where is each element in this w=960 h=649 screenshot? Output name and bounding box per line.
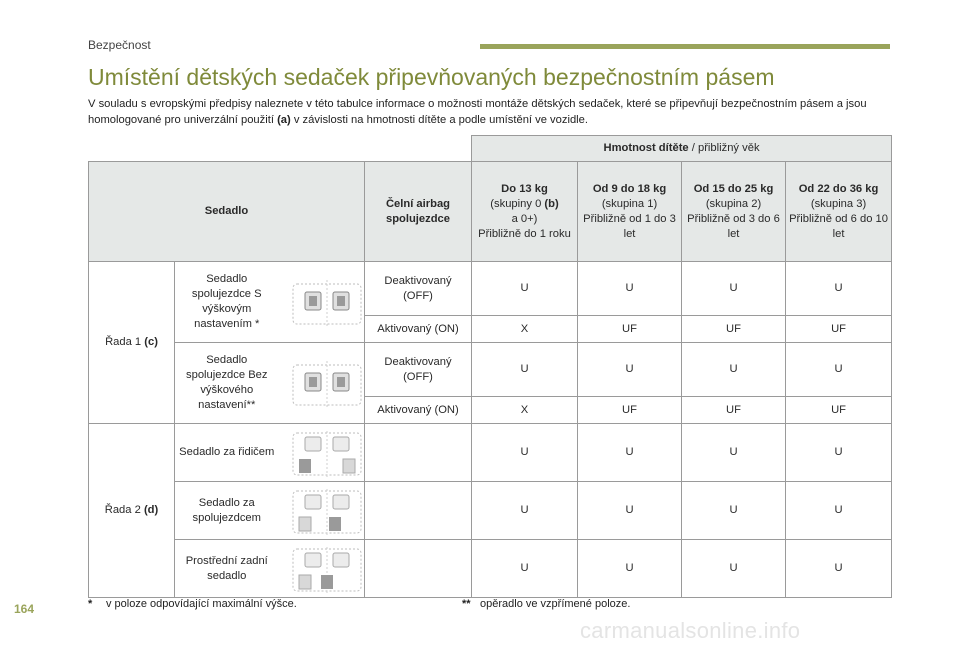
cell: U [578, 262, 682, 316]
car-seats-front-icon [283, 357, 371, 409]
cell: X [472, 316, 578, 343]
group-header-1: Od 9 do 18 kg (skupina 1) Přibližně od 1 do 3 let [578, 162, 682, 262]
cell: U [786, 540, 892, 598]
cell: UF [682, 316, 786, 343]
seat-diagram-rear-middle [279, 540, 365, 598]
cell: U [472, 482, 578, 540]
cell: U [578, 540, 682, 598]
cell: UF [682, 397, 786, 424]
cell: UF [786, 397, 892, 424]
airbag-on-label: Aktivovaný (ON) [365, 397, 472, 424]
weight-header-rest: / přibližný věk [688, 142, 760, 154]
group-header-2: Od 15 do 25 kg (skupina 2) Přibližně od 3 do 6 let [682, 162, 786, 262]
section-label: Bezpečnost [88, 38, 151, 52]
cell: U [472, 540, 578, 598]
cell: U [682, 540, 786, 598]
cell: U [578, 343, 682, 397]
airbag-column-header: Čelní airbag spolujezdce [365, 162, 472, 262]
row-1-label: Řada 1 (c) [89, 262, 175, 424]
weight-header-bold: Hmotnost dítěte [603, 142, 689, 154]
page-number: 164 [14, 602, 35, 616]
car-seats-rear-left-icon [283, 427, 371, 479]
cell: U [786, 482, 892, 540]
seat-front-height-adjust: Sedadlo spolujezdce S výškovým nastavením * [175, 262, 279, 343]
intro-text-start: V souladu s evropskými předpisy naleznete v této tabulce informace o možnosti montáže dětských sedaček, které se připevňují bezpečnostním pásem a jsou homologované pro univerzální použití [88, 98, 867, 126]
airbag-empty-cell [365, 424, 472, 482]
page-title: Umístění dětských sedaček připevňovaných bezpečnostním pásem [88, 64, 775, 90]
cell: UF [578, 316, 682, 343]
cell: U [472, 262, 578, 316]
seat-front-no-height-adjust: Sedadlo spolujezdce Bez výškového nastavení** [175, 343, 279, 424]
cell: U [472, 424, 578, 482]
seat-column-header: Sedadlo [89, 162, 365, 262]
cell: U [786, 262, 892, 316]
intro-text-end: v závislosti na hmotnosti dítěte a podle umístění ve vozidle. [290, 114, 588, 126]
seat-diagram-front-2 [279, 343, 365, 424]
watermark: carmanualsonline.info [580, 618, 801, 643]
airbag-off-label: Deaktivovaný (OFF) [365, 343, 472, 397]
car-seats-rear-middle-icon [283, 543, 371, 595]
intro-ref-a: (a) [277, 114, 291, 126]
cell: U [682, 262, 786, 316]
cell: U [472, 343, 578, 397]
seat-diagram-rear-passenger [279, 482, 365, 540]
airbag-empty-cell [365, 540, 472, 598]
car-seats-front-icon [283, 276, 371, 328]
cell: U [682, 482, 786, 540]
weight-header [472, 136, 892, 162]
cell: X [472, 397, 578, 424]
row-2-label: Řada 2 (d) [89, 424, 175, 598]
seat-diagram-rear-driver [279, 424, 365, 482]
footnote-1: * v poloze odpovídající maximální výšce. [88, 598, 297, 610]
child-seat-table [88, 135, 892, 598]
seat-behind-passenger: Sedadlo za spolujezdcem [175, 482, 279, 540]
group-header-0: Do 13 kg (skupiny 0 (b) a 0+) Přibližně do 1 roku [472, 162, 578, 262]
cell: U [786, 343, 892, 397]
cell: UF [786, 316, 892, 343]
cell: UF [578, 397, 682, 424]
cell: U [578, 482, 682, 540]
footnote-2: ** opěradlo ve vzpřímené poloze. [462, 598, 631, 610]
cell: U [786, 424, 892, 482]
section-rule [480, 44, 890, 49]
car-seats-rear-right-icon [283, 485, 371, 537]
seat-rear-middle: Prostřední zadní sedadlo [175, 540, 279, 598]
seat-diagram-front-1 [279, 262, 365, 343]
group-header-3: Od 22 do 36 kg (skupina 3) Přibližně od 6 do 10 let [786, 162, 892, 262]
cell: U [578, 424, 682, 482]
airbag-on-label: Aktivovaný (ON) [365, 316, 472, 343]
seat-behind-driver: Sedadlo za řidičem [175, 424, 279, 482]
cell: U [682, 343, 786, 397]
table-corner-blank [89, 136, 472, 162]
intro-paragraph [88, 96, 893, 128]
cell: U [682, 424, 786, 482]
airbag-empty-cell [365, 482, 472, 540]
airbag-off-label: Deaktivovaný (OFF) [365, 262, 472, 316]
